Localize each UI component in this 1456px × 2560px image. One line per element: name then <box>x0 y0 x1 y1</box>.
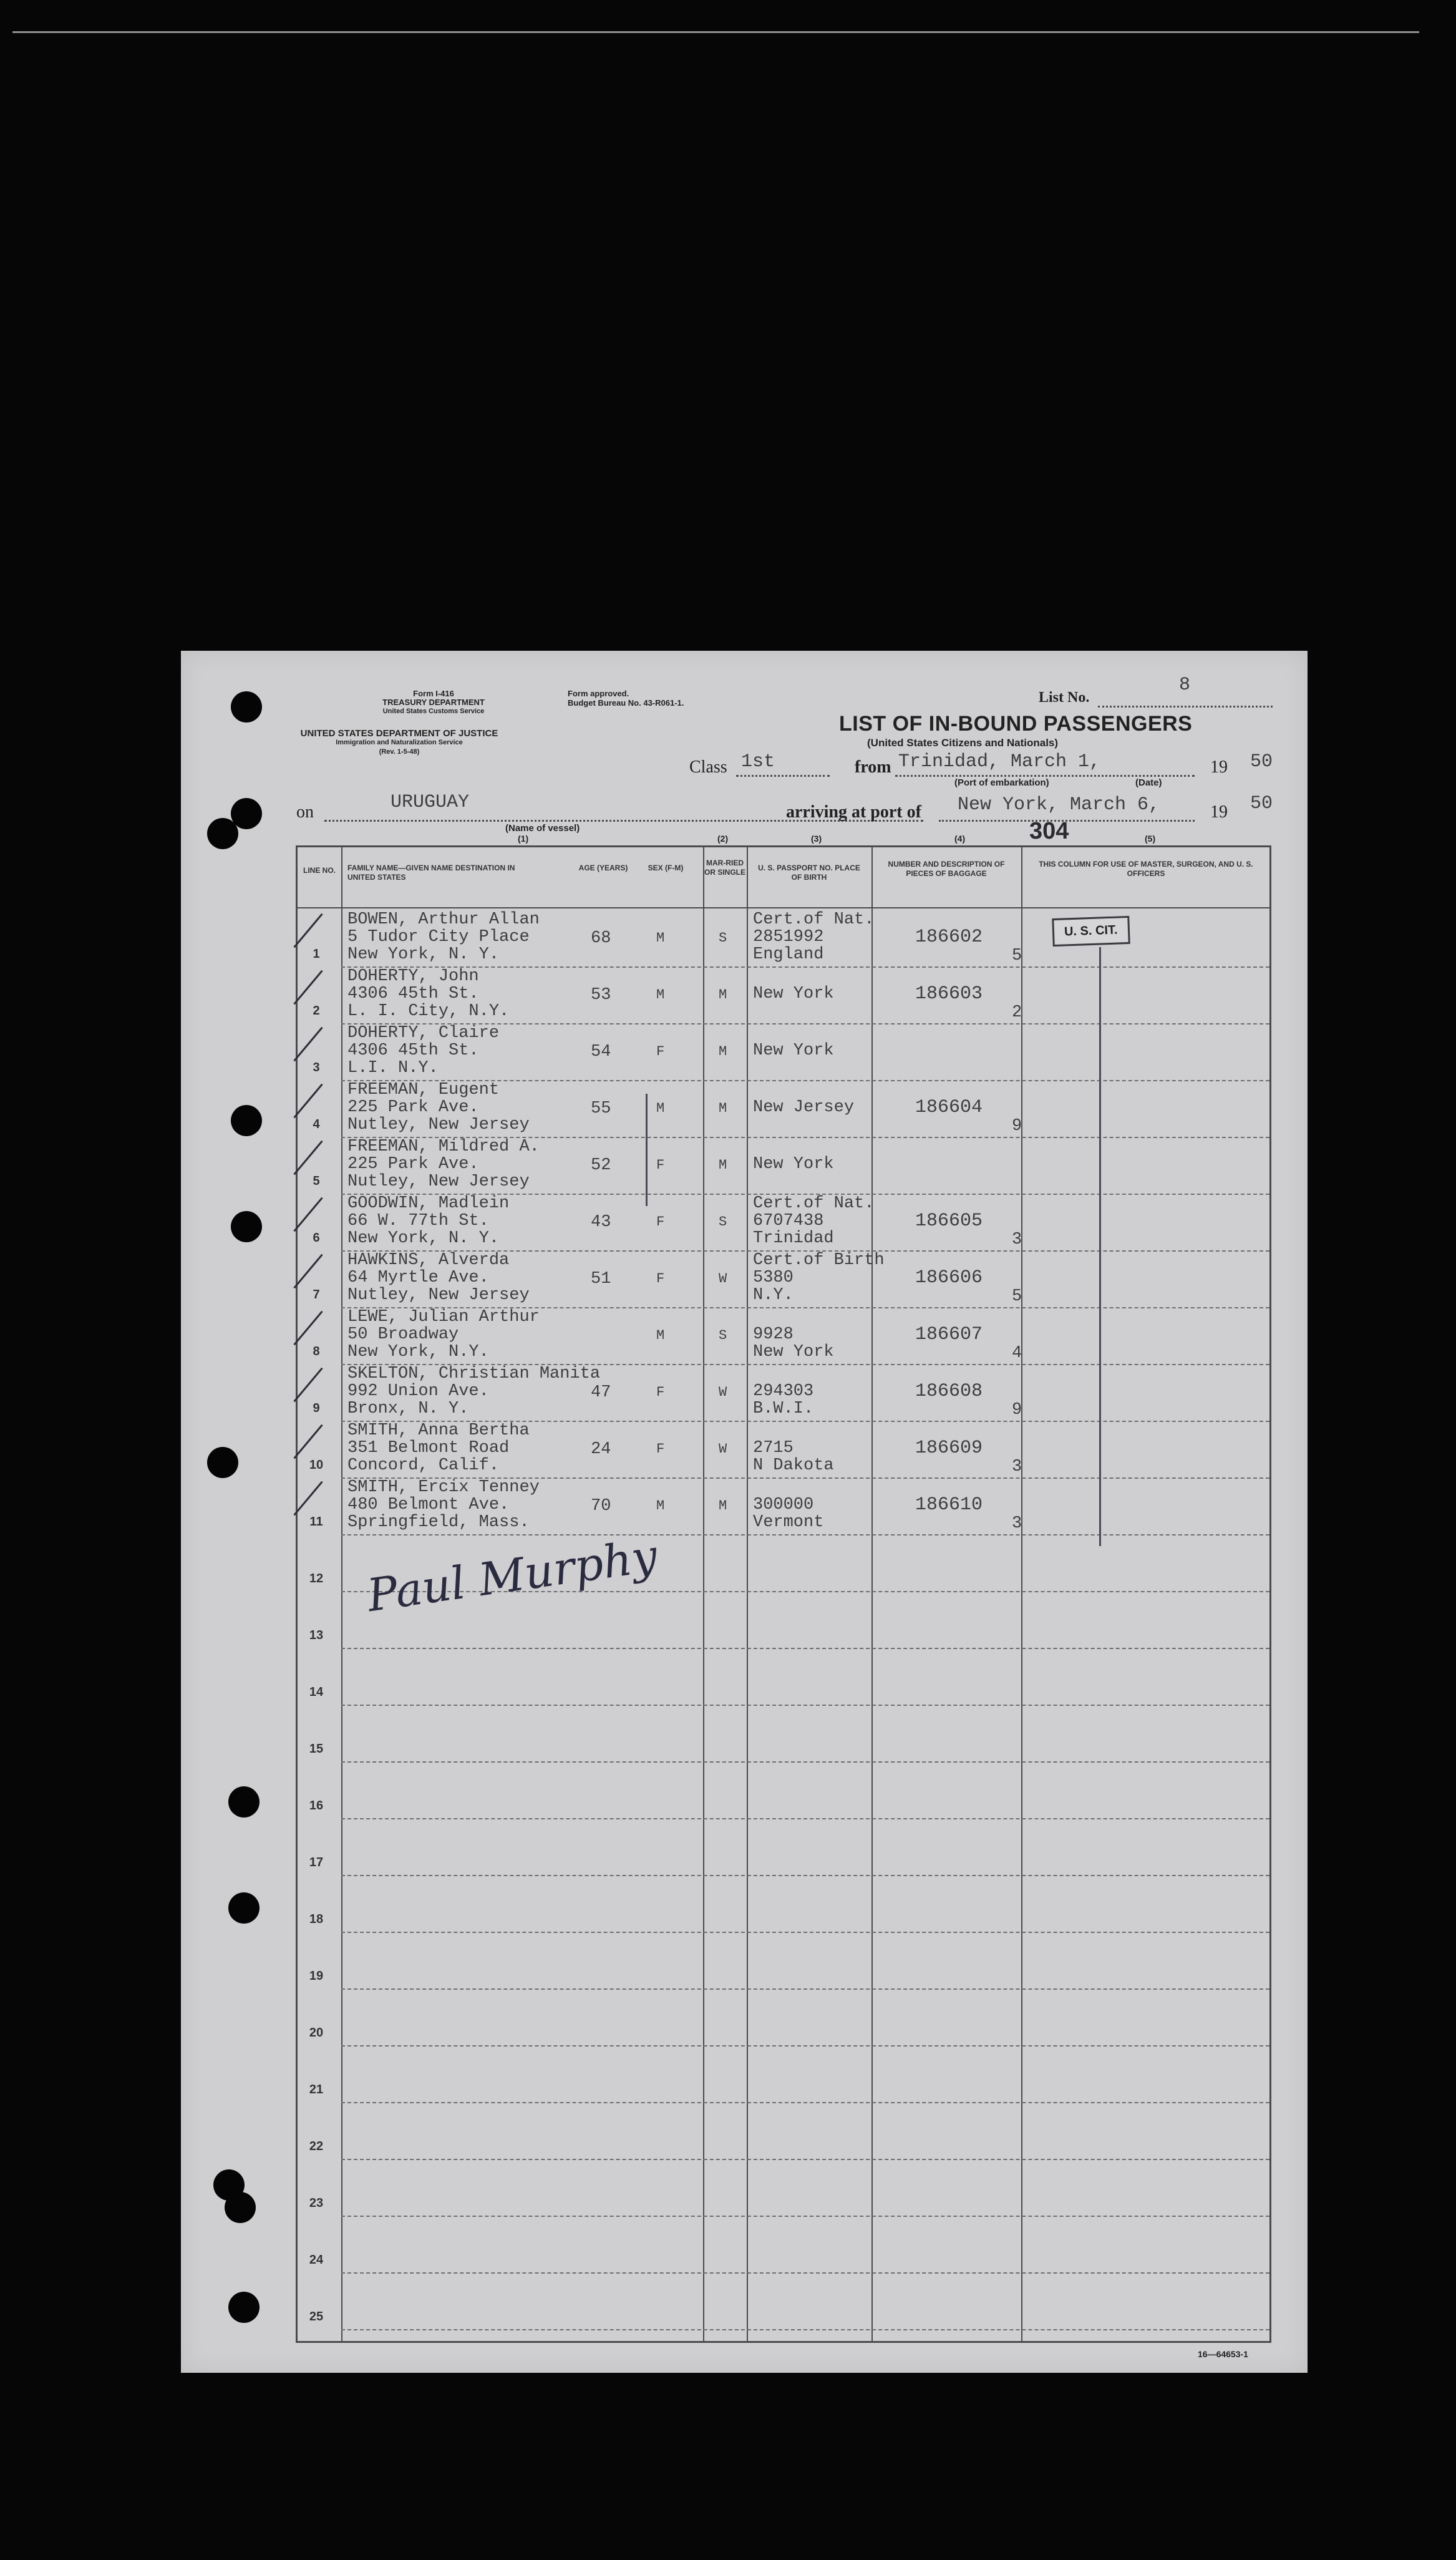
row-divider <box>341 1705 1269 1706</box>
header-sex: SEX (F-M) <box>648 864 684 872</box>
from-line <box>895 775 1195 777</box>
treasury-dept: TREASURY DEPARTMENT <box>382 698 485 707</box>
line-number: 14 <box>309 1685 324 1699</box>
address-line: 5 Tudor City Place <box>347 928 530 947</box>
baggage-pieces: 5 <box>1012 947 1022 965</box>
arriving-label: arriving at port of <box>786 802 921 822</box>
vessel-col: (1) <box>518 834 529 844</box>
header-line-no: LINE NO. <box>303 866 336 875</box>
line-number: 5 <box>313 1174 320 1188</box>
punch-hole <box>231 1105 262 1136</box>
punch-hole <box>225 2192 256 2223</box>
line-number: 23 <box>309 2196 324 2210</box>
marital-status: S <box>719 1214 727 1230</box>
passport-line3: N.Y. <box>753 1286 794 1305</box>
passport-line3: England <box>753 945 824 964</box>
page-title: LIST OF IN-BOUND PASSENGERS <box>839 712 1193 736</box>
check-mark <box>293 1027 323 1062</box>
baggage-pieces: 5 <box>1012 1287 1022 1306</box>
marital-status: M <box>719 1101 727 1116</box>
list-no-line <box>1098 706 1273 708</box>
passport-line3: B.W.I. <box>753 1399 814 1418</box>
punch-hole <box>207 818 238 849</box>
check-mark <box>293 1481 323 1516</box>
header-passport: U. S. PASSPORT NO. PLACE OF BIRTH <box>758 864 860 882</box>
passenger-sex: F <box>656 1385 665 1400</box>
baggage-number: 186606 <box>915 1267 983 1288</box>
page-subtitle: (United States Citizens and Nationals) <box>867 737 1059 749</box>
line-number: 17 <box>309 1856 324 1869</box>
passport-line2: 5380 <box>753 1268 794 1287</box>
address-city: Concord, Calif. <box>347 1456 500 1475</box>
col-divider <box>871 847 873 2341</box>
col-num-3: (3) <box>811 834 822 844</box>
line-number: 18 <box>309 1912 324 1926</box>
row-divider <box>341 2272 1269 2274</box>
col-divider <box>341 847 342 2341</box>
passport-line2: 2715 <box>753 1439 794 1458</box>
on-label: on <box>296 802 314 822</box>
baggage-pieces: 3 <box>1012 1458 1022 1476</box>
passport-line2: New Jersey <box>753 1098 855 1117</box>
line-number: 25 <box>309 2310 324 2324</box>
passenger-name: SKELTON, Christian Manita <box>347 1365 601 1383</box>
punch-hole <box>231 691 262 723</box>
address-city: New York, N. Y. <box>347 1229 500 1248</box>
row-divider <box>341 2045 1269 2047</box>
address-line: 50 Broadway <box>347 1325 459 1344</box>
line-number: 21 <box>309 2083 324 2096</box>
passport-line2: 300000 <box>753 1496 814 1514</box>
list-no-label: List No. <box>1039 689 1090 706</box>
footer-code: 16—64653-1 <box>1198 2349 1248 2359</box>
check-mark <box>293 1311 323 1346</box>
passenger-age: 52 <box>591 1156 611 1175</box>
form-revision: (Rev. 1-5-48) <box>379 748 420 756</box>
passenger-name: FREEMAN, Mildred A. <box>347 1137 540 1156</box>
baggage-pieces: 9 <box>1012 1401 1022 1419</box>
address-line: 4306 45th St. <box>347 1041 479 1060</box>
customs-service: United States Customs Service <box>382 708 485 715</box>
address-city: Nutley, New Jersey <box>347 1116 530 1134</box>
line-number: 6 <box>313 1231 320 1245</box>
row-divider <box>341 2159 1269 2160</box>
passenger-name: LEWE, Julian Arthur <box>347 1308 540 1326</box>
check-mark <box>293 970 323 1005</box>
baggage-number: 186608 <box>915 1381 983 1402</box>
address-city: Nutley, New Jersey <box>347 1286 530 1305</box>
passenger-name: BOWEN, Arthur Allan <box>347 910 540 929</box>
passenger-sex: F <box>656 1441 665 1457</box>
line-number: 11 <box>309 1515 323 1529</box>
passenger-sex: M <box>656 1328 665 1343</box>
line-number: 1 <box>313 947 320 961</box>
punch-hole <box>228 2292 260 2323</box>
header-name: FAMILY NAME—GIVEN NAME DESTINATION IN UNITED STATES <box>347 864 515 882</box>
passport-line2: 9928 <box>753 1325 794 1344</box>
marital-status: M <box>719 1498 727 1514</box>
check-mark <box>293 1141 323 1175</box>
passport-line2: New York <box>753 1155 834 1174</box>
baggage-pieces: 9 <box>1012 1117 1022 1136</box>
passenger-age: 51 <box>591 1270 611 1288</box>
check-mark <box>293 1424 323 1459</box>
passenger-sex: M <box>656 987 665 1003</box>
line-number: 16 <box>309 1799 324 1813</box>
col-divider <box>1021 847 1022 2341</box>
address-line: 4306 45th St. <box>347 985 479 1003</box>
baggage-pieces: 4 <box>1012 1344 1022 1363</box>
header-age: AGE (YEARS) <box>578 864 628 872</box>
header-baggage: NUMBER AND DESCRIPTION OF PIECES OF BAGGAGE <box>888 860 1005 878</box>
passenger-age: 54 <box>591 1043 611 1061</box>
passenger-name: SMITH, Ercix Tenney <box>347 1478 540 1497</box>
ins-service: Immigration and Naturalization Service <box>336 739 463 746</box>
justice-dept: UNITED STATES DEPARTMENT OF JUSTICE <box>300 728 498 739</box>
check-mark <box>293 1368 323 1403</box>
row-divider <box>341 1818 1269 1819</box>
row-divider <box>341 966 1269 968</box>
check-mark <box>293 1197 323 1232</box>
vessel-name: URUGUAY <box>391 792 470 813</box>
row-divider <box>341 1534 1269 1536</box>
port-embark-label: (Port of embarkation) <box>954 777 1049 788</box>
baggage-number: 186602 <box>915 927 983 948</box>
passenger-name: DOHERTY, Claire <box>347 1024 500 1043</box>
us-citizen-stamp: U. S. CIT. <box>1052 916 1130 947</box>
passport-line1: Cert.of Birth <box>753 1251 885 1270</box>
header-officers: THIS COLUMN FOR USE OF MASTER, SURGEON, AND U. S. OFFICERS <box>1039 860 1253 878</box>
budget-bureau: Budget Bureau No. 43-R061-1. <box>568 698 684 708</box>
passport-line2: 294303 <box>753 1382 814 1401</box>
marital-status: W <box>719 1385 727 1400</box>
passenger-sex: M <box>656 1101 665 1116</box>
line-number: 22 <box>309 2139 324 2153</box>
passenger-age: 70 <box>591 1497 611 1516</box>
col-num-2: (2) <box>717 834 729 844</box>
class-value: 1st <box>741 751 775 772</box>
line-number: 3 <box>313 1061 320 1074</box>
passport-line3: Trinidad <box>753 1229 834 1248</box>
passenger-age: 55 <box>591 1099 611 1118</box>
baggage-pieces: 2 <box>1012 1003 1022 1022</box>
address-line: 351 Belmont Road <box>347 1439 510 1458</box>
manifest-page <box>181 651 1308 2373</box>
arrival-year-prefix: 19 <box>1210 802 1228 822</box>
marital-status: M <box>719 1044 727 1059</box>
from-year-prefix: 19 <box>1210 757 1228 777</box>
address-city: New York, N. Y. <box>347 945 500 964</box>
punch-hole <box>207 1447 238 1478</box>
check-mark <box>293 1254 323 1289</box>
header-married: MAR-RIED OR SINGLE <box>704 859 746 877</box>
row-divider <box>341 1988 1269 1990</box>
row-divider <box>341 2216 1269 2217</box>
line-number: 20 <box>309 2026 324 2040</box>
passenger-name: FREEMAN, Eugent <box>347 1081 500 1099</box>
handwritten-number: 304 <box>1029 818 1069 844</box>
address-line: 66 W. 77th St. <box>347 1212 489 1230</box>
row-divider <box>341 1932 1269 1933</box>
from-year: 50 <box>1250 751 1273 772</box>
row-divider <box>341 2102 1269 2103</box>
line-number: 9 <box>313 1401 320 1415</box>
passenger-sex: F <box>656 1044 665 1059</box>
passenger-name: SMITH, Anna Bertha <box>347 1421 530 1440</box>
date-label: (Date) <box>1135 777 1162 788</box>
passenger-sex: M <box>656 1498 665 1514</box>
check-mark <box>293 1084 323 1119</box>
line-number: 10 <box>309 1458 324 1472</box>
passenger-name: DOHERTY, John <box>347 967 479 986</box>
address-city: L. I. City, N.Y. <box>347 1002 510 1021</box>
form-approved: Form approved. <box>568 689 629 698</box>
col-num-4: (4) <box>954 834 966 844</box>
age-bracket-line <box>646 1094 648 1206</box>
marital-status: S <box>719 930 727 946</box>
line-number: 8 <box>313 1345 320 1358</box>
passport-line3: N Dakota <box>753 1456 834 1475</box>
address-line: 992 Union Ave. <box>347 1382 489 1401</box>
address-line: 64 Myrtle Ave. <box>347 1268 489 1287</box>
line-number: 2 <box>313 1004 320 1018</box>
marital-status: W <box>719 1441 727 1457</box>
baggage-pieces: 3 <box>1012 1514 1022 1533</box>
passport-line2: New York <box>753 985 834 1003</box>
passport-line2: 2851992 <box>753 928 824 947</box>
line-number: 12 <box>309 1572 324 1585</box>
from-value: Trinidad, March 1, <box>898 751 1101 772</box>
punch-hole <box>231 1211 262 1242</box>
col-divider <box>747 847 748 2341</box>
marital-status: M <box>719 1157 727 1173</box>
row-divider <box>341 1648 1269 1649</box>
top-border-line <box>12 31 1419 33</box>
punch-hole <box>228 1786 260 1818</box>
passenger-age: 68 <box>591 929 611 948</box>
passport-line1: Cert.of Nat. <box>753 1194 875 1213</box>
passport-line1: Cert.of Nat. <box>753 910 875 929</box>
passenger-sex: F <box>656 1214 665 1230</box>
passenger-sex: F <box>656 1271 665 1287</box>
line-number: 4 <box>313 1117 320 1131</box>
stamp-bracket-line <box>1099 947 1101 1546</box>
passenger-age: 47 <box>591 1383 611 1402</box>
signature: Paul Murphy <box>364 1529 661 1622</box>
address-city: L.I. N.Y. <box>347 1059 439 1078</box>
passenger-table <box>296 845 1271 2343</box>
list-no-value: 8 <box>1179 674 1191 696</box>
row-divider <box>341 1875 1269 1876</box>
marital-status: W <box>719 1271 727 1287</box>
passport-line3: Vermont <box>753 1513 824 1532</box>
address-line: 225 Park Ave. <box>347 1155 479 1174</box>
header-divider <box>298 907 1269 908</box>
baggage-number: 186609 <box>915 1438 983 1459</box>
baggage-number: 186603 <box>915 983 983 1005</box>
marital-status: S <box>719 1328 727 1343</box>
row-divider <box>341 2329 1269 2330</box>
line-number: 7 <box>313 1288 320 1302</box>
from-label: from <box>855 757 891 777</box>
address-city: Bronx, N. Y. <box>347 1399 469 1418</box>
line-number: 19 <box>309 1969 324 1983</box>
passport-line3: New York <box>753 1343 834 1361</box>
passport-line2: New York <box>753 1041 834 1060</box>
col-divider <box>703 847 704 2341</box>
baggage-number: 186607 <box>915 1324 983 1345</box>
passenger-age: 53 <box>591 986 611 1005</box>
line-number: 24 <box>309 2253 324 2267</box>
address-city: Springfield, Mass. <box>347 1513 530 1532</box>
punch-hole <box>228 1892 260 1924</box>
passenger-age: 24 <box>591 1440 611 1459</box>
address-line: 225 Park Ave. <box>347 1098 479 1117</box>
class-label: Class <box>689 757 727 777</box>
address-line: 480 Belmont Ave. <box>347 1496 510 1514</box>
line-number: 15 <box>309 1742 324 1756</box>
passenger-name: HAWKINS, Alverda <box>347 1251 510 1270</box>
row-divider <box>341 1761 1269 1763</box>
baggage-number: 186604 <box>915 1097 983 1118</box>
passport-line2: 6707438 <box>753 1212 824 1230</box>
line-number: 13 <box>309 1628 324 1642</box>
class-line <box>736 775 830 777</box>
baggage-pieces: 3 <box>1012 1230 1022 1249</box>
check-mark <box>293 913 323 948</box>
arrival-year: 50 <box>1250 793 1273 814</box>
arrival-value: New York, March 6, <box>958 794 1160 815</box>
passenger-sex: F <box>656 1157 665 1173</box>
passenger-name: GOODWIN, Madlein <box>347 1194 510 1213</box>
baggage-number: 186610 <box>915 1494 983 1516</box>
vessel-label: (Name of vessel) <box>505 823 580 834</box>
address-city: Nutley, New Jersey <box>347 1172 530 1191</box>
passenger-age: 43 <box>591 1213 611 1232</box>
passenger-sex: M <box>656 930 665 946</box>
address-city: New York, N.Y. <box>347 1343 489 1361</box>
form-number: Form I-416 <box>413 689 454 698</box>
marital-status: M <box>719 987 727 1003</box>
col-num-5: (5) <box>1145 834 1156 844</box>
baggage-number: 186605 <box>915 1210 983 1232</box>
